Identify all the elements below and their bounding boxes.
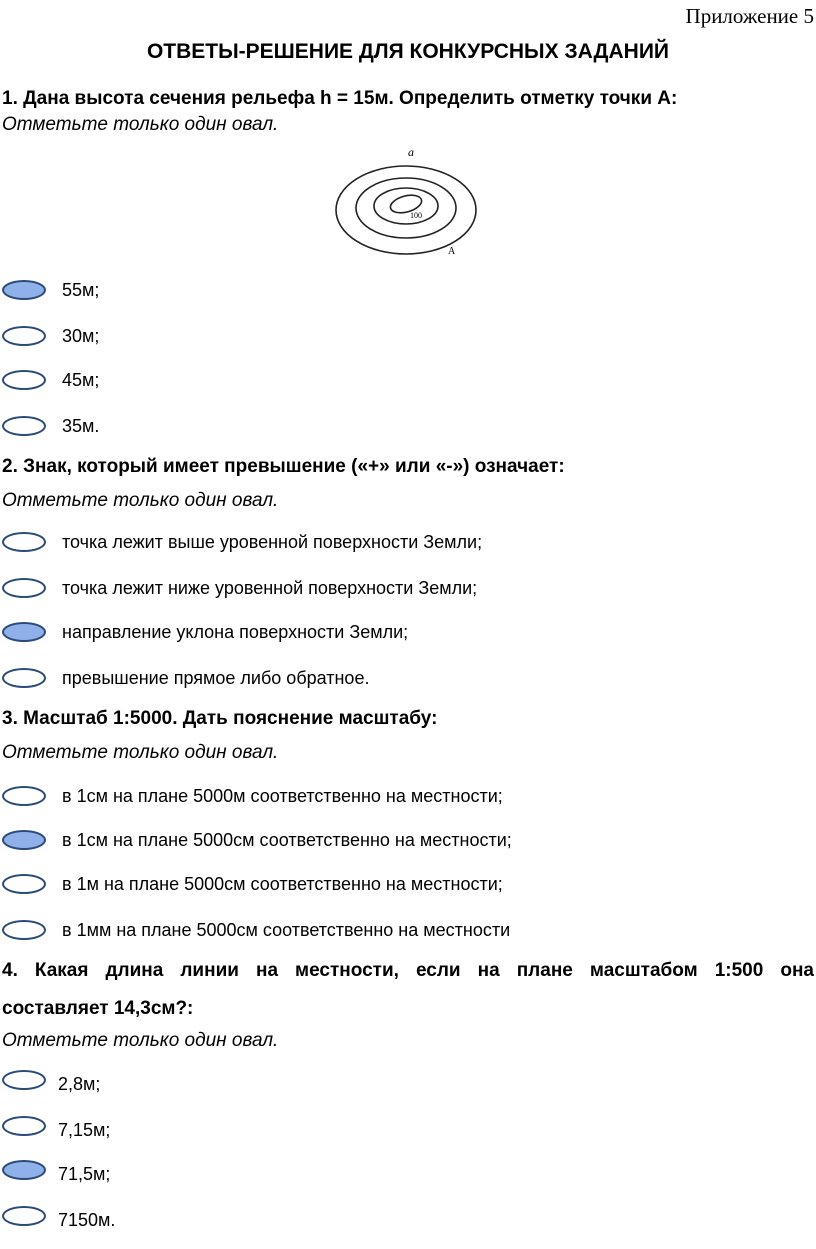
q4-option-4[interactable] [0,1204,810,1234]
question-1-text: 1. Дана высота сечения рельефа h = 15м. Определить отметку точки А: [2,88,678,109]
question-1-instruction: Отметьте только один овал. [2,114,279,135]
contour-line-middle [356,178,456,238]
q4-option-1-oval[interactable] [2,1070,46,1090]
q2-option-1-label: точка лежит выше уровенной поверхности Земли; [62,532,483,552]
q2-option-2-oval[interactable] [2,578,46,598]
q4-option-1[interactable] [0,1068,810,1098]
q4-option-3-label: 71,5м; [58,1164,111,1184]
q2-option-4-oval[interactable] [2,668,46,688]
question-4-text [2,952,814,1028]
q3-option-4[interactable] [0,918,810,948]
q1-option-3-label: 45м; [62,370,100,390]
contour-line-outer [336,166,476,254]
q2-option-1-oval[interactable] [2,532,46,552]
q3-option-1-oval[interactable] [2,786,46,806]
q3-option-1-label: в 1см на плане 5000м соответственно на местности; [62,786,503,806]
q1-option-2-oval[interactable] [2,326,46,346]
q3-option-2[interactable] [0,828,810,858]
q1-option-4[interactable] [0,414,810,444]
q3-option-3-oval[interactable] [2,874,46,894]
q1-option-3-oval[interactable] [2,370,46,390]
q4-option-1-label: 2,8м; [58,1074,101,1094]
contour-map-figure [330,142,490,262]
question-2-text: 2. Знак, который имеет превышение («+» или «-») означает: [2,456,565,477]
q2-option-2[interactable] [0,576,810,606]
question-4-instruction: Отметьте только один овал. [2,1030,279,1051]
question-3-instruction: Отметьте только один овал. [2,742,279,763]
q1-option-1[interactable] [0,278,810,308]
q3-option-2-oval[interactable] [2,830,46,850]
q3-option-1[interactable] [0,784,810,814]
question-3-text: 3. Масштаб 1:5000. Дать пояснение масштабу: [2,708,438,729]
question-4-text-line-2: составляет 14,3см?: [2,998,194,1019]
q4-option-3-oval[interactable] [2,1160,46,1180]
q3-option-4-label: в 1мм на плане 5000см соответственно на местности [62,920,511,940]
question-4-text-line-1: 4. Какая длина линии на местности, если на плане масштабом 1:500 она [2,960,814,981]
q4-option-3[interactable] [0,1158,810,1188]
q2-option-3-label: направление уклона поверхности Земли; [62,622,409,642]
point-A-label: A [448,246,456,257]
point-a-label: a [408,145,414,159]
q4-option-4-oval[interactable] [2,1206,46,1226]
q1-option-3[interactable] [0,368,810,398]
q1-option-1-label: 55м; [62,280,100,300]
q1-option-2-label: 30м; [62,326,100,346]
q4-option-4-label: 7150м. [58,1210,116,1230]
q1-option-4-oval[interactable] [2,416,46,436]
q2-option-3-oval[interactable] [2,622,46,642]
page-title: ОТВЕТЫ-РЕШЕНИЕ ДЛЯ КОНКУРСНЫХ ЗАДАНИЙ [146,40,670,63]
q1-option-2[interactable] [0,324,810,354]
q1-option-1-oval[interactable] [2,280,46,300]
q2-option-2-label: точка лежит ниже уровенной поверхности Земли; [62,578,478,598]
q1-option-4-label: 35м. [62,416,100,436]
q3-option-3-label: в 1м на плане 5000см соответственно на местности; [62,874,503,894]
q2-option-1[interactable] [0,530,810,560]
q2-option-3[interactable] [0,620,810,650]
contour-value-label: 100 [410,211,422,220]
q3-option-3[interactable] [0,872,810,902]
q4-option-2[interactable] [0,1114,810,1144]
q2-option-4-label: превышение прямое либо обратное. [62,668,370,688]
q3-option-4-oval[interactable] [2,920,46,940]
appendix-label: Приложение 5 [685,4,814,28]
q3-option-2-label: в 1см на плане 5000см соответственно на местности; [62,830,512,850]
question-2-instruction: Отметьте только один овал. [2,490,279,511]
q4-option-2-oval[interactable] [2,1116,46,1136]
q4-option-2-label: 7,15м; [58,1120,111,1140]
q2-option-4[interactable] [0,666,810,696]
contour-line-inner [374,188,438,224]
